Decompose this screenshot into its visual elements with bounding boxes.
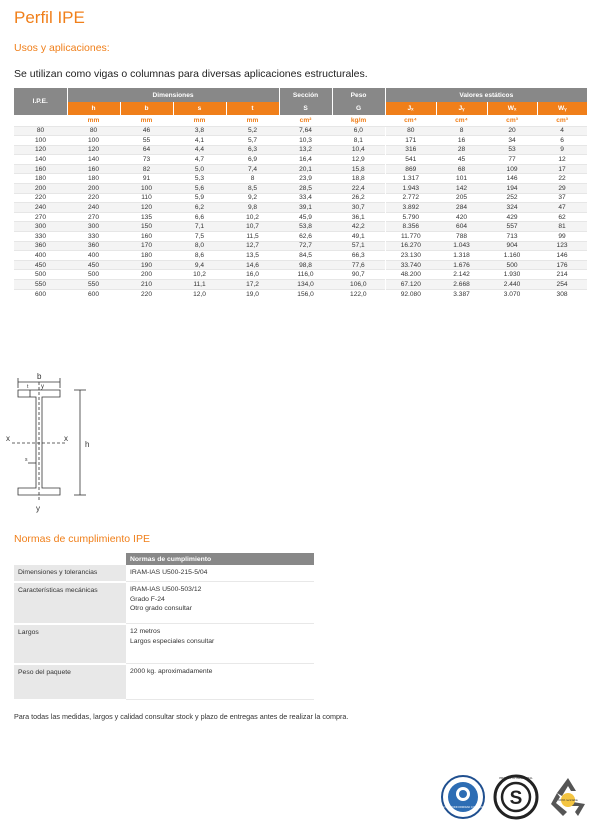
norms-row	[14, 664, 314, 700]
unit-jy: cm⁴	[436, 115, 487, 126]
ipe-size-cell: 220	[14, 193, 67, 203]
norms-line: Largos especiales consultar	[130, 637, 215, 645]
seal2-letter: S	[509, 788, 523, 809]
table-cell: 23,9	[279, 174, 332, 184]
ipe-profile-diagram	[6, 368, 116, 518]
table-cell: 80	[385, 126, 436, 136]
label-t: t	[27, 384, 29, 390]
table-row	[14, 145, 587, 155]
ipe-size-cell: 450	[14, 260, 67, 270]
col-group-valores: Valores estáticos	[385, 88, 587, 102]
table-header-units	[14, 115, 587, 126]
table-cell: 4,4	[173, 145, 226, 155]
table-cell: 33.740	[385, 260, 436, 270]
norms-title: Normas de cumplimiento IPE	[14, 533, 150, 545]
norms-label: Peso del paquete	[14, 664, 126, 700]
table-cell: 34	[487, 136, 537, 146]
table-cell: 18,8	[332, 174, 385, 184]
ipe-size-cell: 240	[14, 203, 67, 213]
table-cell: 20	[487, 126, 537, 136]
table-cell: 26,2	[332, 193, 385, 203]
col-jy-header: Jᵧ	[436, 102, 487, 115]
table-cell: 142	[436, 184, 487, 194]
unit-h: mm	[67, 115, 120, 126]
table-cell: 190	[120, 260, 173, 270]
table-cell: 49,1	[332, 232, 385, 242]
table-cell: 6,2	[173, 203, 226, 213]
table-cell: 8,0	[173, 241, 226, 251]
table-cell: 270	[67, 212, 120, 222]
table-row	[14, 126, 587, 136]
unit-peso: kg/m	[332, 115, 385, 126]
table-cell: 541	[385, 155, 436, 165]
table-cell: 2.772	[385, 193, 436, 203]
table-cell: 6,0	[332, 126, 385, 136]
table-cell: 92.080	[385, 289, 436, 299]
table-cell: 8,1	[332, 136, 385, 146]
table-cell: 156,0	[279, 289, 332, 299]
table-cell: 604	[436, 222, 487, 232]
ipe-size-cell: 200	[14, 184, 67, 194]
table-row	[14, 136, 587, 146]
table-cell: 13,5	[226, 251, 279, 261]
table-cell: 330	[67, 232, 120, 242]
table-cell: 80	[67, 126, 120, 136]
table-cell: 316	[385, 145, 436, 155]
table-cell: 16	[436, 136, 487, 146]
table-cell: 16,4	[279, 155, 332, 165]
table-cell: 4	[537, 126, 587, 136]
table-cell: 254	[537, 280, 587, 290]
table-cell: 10,7	[226, 222, 279, 232]
unit-wy: cm³	[537, 115, 587, 126]
table-cell: 106,0	[332, 280, 385, 290]
label-h: h	[85, 440, 90, 449]
col-s-header: s	[173, 102, 226, 115]
table-cell: 68	[436, 164, 487, 174]
norms-row	[14, 624, 314, 664]
col-jx-header: Jₓ	[385, 102, 436, 115]
table-cell: 28,5	[279, 184, 332, 194]
unit-wx: cm³	[487, 115, 537, 126]
table-cell: 109	[487, 164, 537, 174]
table-row	[14, 203, 587, 213]
norms-value	[126, 565, 314, 582]
table-cell: 1.160	[487, 251, 537, 261]
table-cell: 308	[537, 289, 587, 299]
table-cell: 3.892	[385, 203, 436, 213]
norms-line: Grado F-24	[130, 595, 165, 603]
table-cell: 55	[120, 136, 173, 146]
ipe-size-cell: 500	[14, 270, 67, 280]
table-cell: 110	[120, 193, 173, 203]
table-cell: 240	[67, 203, 120, 213]
uses-subtitle: Usos y aplicaciones:	[14, 42, 110, 54]
col-group-dimensiones: Dimensiones	[67, 88, 279, 102]
table-cell: 16,0	[226, 270, 279, 280]
industrial-product-seal-logo	[493, 774, 539, 820]
norms-label: Características mecánicas	[14, 582, 126, 624]
table-cell: 53,8	[279, 222, 332, 232]
seal1-text: SELLO DE CONFORMIDAD CON NORMAS	[437, 806, 489, 809]
col-group-peso: Peso	[332, 88, 385, 102]
norms-value	[126, 664, 314, 700]
table-cell: 200	[67, 184, 120, 194]
norms-line: IRAM-IAS U500-215-5/04	[130, 569, 208, 576]
table-cell: 2.668	[436, 280, 487, 290]
table-cell: 100	[120, 184, 173, 194]
table-row	[14, 260, 587, 270]
ipe-size-cell: 300	[14, 222, 67, 232]
table-cell: 300	[67, 222, 120, 232]
table-cell: 3,8	[173, 126, 226, 136]
ipe-size-cell: 100	[14, 136, 67, 146]
table-row	[14, 270, 587, 280]
table-cell: 5,2	[226, 126, 279, 136]
table-cell: 62,6	[279, 232, 332, 242]
table-cell: 98,8	[279, 260, 332, 270]
col-wx-header: Wₓ	[487, 102, 537, 115]
table-cell: 19,0	[226, 289, 279, 299]
table-cell: 3.387	[436, 289, 487, 299]
table-cell: 67.120	[385, 280, 436, 290]
table-cell: 45	[436, 155, 487, 165]
table-cell: 13,2	[279, 145, 332, 155]
table-row	[14, 155, 587, 165]
table-cell: 99	[537, 232, 587, 242]
table-cell: 6	[537, 136, 587, 146]
ipe-size-cell: 360	[14, 241, 67, 251]
table-cell: 429	[487, 212, 537, 222]
ipe-size-cell: 160	[14, 164, 67, 174]
table-cell: 180	[67, 174, 120, 184]
table-cell: 12,0	[173, 289, 226, 299]
label-y-top: y	[41, 384, 44, 390]
ipe-spec-table	[14, 88, 587, 299]
table-cell: 7,64	[279, 126, 332, 136]
table-cell: 400	[67, 251, 120, 261]
table-cell: 6,6	[173, 212, 226, 222]
table-cell: 140	[67, 155, 120, 165]
norms-value	[126, 582, 314, 624]
table-row	[14, 222, 587, 232]
table-cell: 45,9	[279, 212, 332, 222]
table-cell: 420	[436, 212, 487, 222]
table-cell: 220	[120, 289, 173, 299]
col-t-header: t	[226, 102, 279, 115]
table-cell: 8,6	[173, 251, 226, 261]
ipe-size-cell: 80	[14, 126, 67, 136]
table-cell: 5,6	[173, 184, 226, 194]
table-cell: 30,7	[332, 203, 385, 213]
table-cell: 11,5	[226, 232, 279, 242]
table-row	[14, 232, 587, 242]
table-cell: 66,3	[332, 251, 385, 261]
table-row	[14, 174, 587, 184]
table-row	[14, 251, 587, 261]
label-b: b	[37, 372, 42, 381]
label-x-right: x	[64, 434, 68, 443]
ipe-size-cell: 270	[14, 212, 67, 222]
col-peso-sub: G	[332, 102, 385, 115]
table-cell: 9,4	[173, 260, 226, 270]
table-cell: 5,7	[226, 136, 279, 146]
unit-jx: cm⁴	[385, 115, 436, 126]
table-cell: 8	[226, 174, 279, 184]
conformity-seal-logo	[437, 774, 489, 820]
unit-seccion: cm²	[279, 115, 332, 126]
ipe-size-cell: 180	[14, 174, 67, 184]
table-cell: 9,8	[226, 203, 279, 213]
table-cell: 36,1	[332, 212, 385, 222]
norms-table	[14, 553, 314, 701]
table-cell: 116,0	[279, 270, 332, 280]
unit-ipe	[14, 115, 67, 126]
norms-line: 2000 kg. aproximadamente	[130, 668, 213, 675]
table-cell: 20,1	[279, 164, 332, 174]
table-cell: 150	[120, 222, 173, 232]
table-cell: 324	[487, 203, 537, 213]
ipe-spec-body	[14, 126, 587, 299]
table-cell: 284	[436, 203, 487, 213]
table-cell: 77	[487, 155, 537, 165]
table-cell: 12,7	[226, 241, 279, 251]
table-cell: 10,2	[173, 270, 226, 280]
table-cell: 220	[67, 193, 120, 203]
table-cell: 210	[120, 280, 173, 290]
table-cell: 9,2	[226, 193, 279, 203]
table-cell: 2.440	[487, 280, 537, 290]
table-cell: 17	[537, 164, 587, 174]
table-cell: 1.930	[487, 270, 537, 280]
table-cell: 200	[120, 270, 173, 280]
ipe-size-cell: 600	[14, 289, 67, 299]
table-row	[14, 289, 587, 299]
col-group-seccion: Sección	[279, 88, 332, 102]
table-cell: 23.130	[385, 251, 436, 261]
table-header-subcols	[14, 102, 587, 115]
ipe-size-cell: 550	[14, 280, 67, 290]
table-cell: 73	[120, 155, 173, 165]
col-ipe-header: I.P.E.	[14, 88, 67, 115]
table-cell: 1.318	[436, 251, 487, 261]
table-cell: 4,7	[173, 155, 226, 165]
table-cell: 72,7	[279, 241, 332, 251]
table-cell: 205	[436, 193, 487, 203]
table-cell: 8,5	[226, 184, 279, 194]
table-cell: 146	[487, 174, 537, 184]
table-cell: 8	[436, 126, 487, 136]
norms-row	[14, 582, 314, 624]
table-cell: 29	[537, 184, 587, 194]
table-cell: 360	[67, 241, 120, 251]
table-cell: 84,5	[279, 251, 332, 261]
ipe-size-cell: 140	[14, 155, 67, 165]
table-cell: 600	[67, 289, 120, 299]
table-cell: 10,2	[226, 212, 279, 222]
table-cell: 146	[537, 251, 587, 261]
table-cell: 100	[67, 136, 120, 146]
unit-t: mm	[226, 115, 279, 126]
table-cell: 15,8	[332, 164, 385, 174]
table-cell: 252	[487, 193, 537, 203]
table-cell: 214	[537, 270, 587, 280]
table-cell: 788	[436, 232, 487, 242]
table-cell: 7,5	[173, 232, 226, 242]
table-cell: 47	[537, 203, 587, 213]
table-cell: 33,4	[279, 193, 332, 203]
col-seccion-sub: S	[279, 102, 332, 115]
col-b-header: b	[120, 102, 173, 115]
table-cell: 22,4	[332, 184, 385, 194]
table-cell: 176	[537, 260, 587, 270]
unit-s: mm	[173, 115, 226, 126]
ipe-size-cell: 120	[14, 145, 67, 155]
table-cell: 5.790	[385, 212, 436, 222]
page-title: Perfil IPE	[14, 8, 85, 27]
col-h-header: h	[67, 102, 120, 115]
table-cell: 450	[67, 260, 120, 270]
norms-row	[14, 565, 314, 582]
table-cell: 12	[537, 155, 587, 165]
table-cell: 7,1	[173, 222, 226, 232]
table-cell: 1.317	[385, 174, 436, 184]
table-row	[14, 164, 587, 174]
table-cell: 1.043	[436, 241, 487, 251]
table-cell: 90,7	[332, 270, 385, 280]
table-cell: 6,9	[226, 155, 279, 165]
norms-line: IRAM-IAS U500-503/12	[130, 586, 202, 593]
label-x-left: x	[6, 434, 10, 443]
table-row	[14, 241, 587, 251]
table-cell: 557	[487, 222, 537, 232]
table-cell: 82	[120, 164, 173, 174]
table-cell: 6,3	[226, 145, 279, 155]
table-cell: 160	[67, 164, 120, 174]
table-cell: 869	[385, 164, 436, 174]
table-cell: 11,1	[173, 280, 226, 290]
table-row	[14, 212, 587, 222]
table-cell: 10,3	[279, 136, 332, 146]
table-cell: 500	[487, 260, 537, 270]
table-cell: 500	[67, 270, 120, 280]
table-cell: 62	[537, 212, 587, 222]
table-cell: 57,1	[332, 241, 385, 251]
table-header-groups	[14, 88, 587, 102]
table-cell: 2.142	[436, 270, 487, 280]
table-cell: 28	[436, 145, 487, 155]
table-cell: 11.770	[385, 232, 436, 242]
table-cell: 180	[120, 251, 173, 261]
recycle-text: 100% reciclable	[558, 798, 578, 802]
table-cell: 550	[67, 280, 120, 290]
table-cell: 160	[120, 232, 173, 242]
table-cell: 37	[537, 193, 587, 203]
table-cell: 12,9	[332, 155, 385, 165]
intro-text: Se utilizan como vigas o columnas para diversas aplicaciones estructurales.	[14, 68, 368, 80]
table-cell: 904	[487, 241, 537, 251]
table-row	[14, 193, 587, 203]
table-cell: 14,6	[226, 260, 279, 270]
table-cell: 5,3	[173, 174, 226, 184]
table-cell: 48.200	[385, 270, 436, 280]
table-cell: 122,0	[332, 289, 385, 299]
table-cell: 16.270	[385, 241, 436, 251]
table-cell: 46	[120, 126, 173, 136]
table-cell: 4,1	[173, 136, 226, 146]
unit-b: mm	[120, 115, 173, 126]
col-wy-header: Wᵧ	[537, 102, 587, 115]
table-cell: 171	[385, 136, 436, 146]
table-cell: 22	[537, 174, 587, 184]
table-cell: 120	[120, 203, 173, 213]
ipe-size-cell: 330	[14, 232, 67, 242]
footnote: Para todas las medidas, largos y calidad consultar stock y plazo de entregas antes de realizar la compra.	[14, 712, 349, 721]
table-cell: 39,1	[279, 203, 332, 213]
table-cell: 123	[537, 241, 587, 251]
table-cell: 5,0	[173, 164, 226, 174]
table-cell: 194	[487, 184, 537, 194]
table-cell: 42,2	[332, 222, 385, 232]
table-cell: 170	[120, 241, 173, 251]
table-cell: 91	[120, 174, 173, 184]
norms-header-blank	[14, 553, 126, 565]
table-cell: 120	[67, 145, 120, 155]
label-y-bottom: y	[36, 504, 40, 513]
norms-label: Largos	[14, 624, 126, 664]
table-cell: 9	[537, 145, 587, 155]
norms-label: Dimensiones y tolerancias	[14, 565, 126, 582]
ipe-size-cell: 400	[14, 251, 67, 261]
table-cell: 3.070	[487, 289, 537, 299]
table-cell: 1.676	[436, 260, 487, 270]
table-cell: 1.943	[385, 184, 436, 194]
norms-line: Otro grado consultar	[130, 605, 192, 612]
table-cell: 77,6	[332, 260, 385, 270]
table-cell: 7,4	[226, 164, 279, 174]
table-cell: 17,2	[226, 280, 279, 290]
table-cell: 8.356	[385, 222, 436, 232]
table-row	[14, 280, 587, 290]
norms-header: Normas de cumplimiento	[126, 553, 314, 565]
label-s: s	[25, 457, 28, 463]
recycle-logo	[545, 774, 591, 820]
table-cell: 10,4	[332, 145, 385, 155]
table-cell: 713	[487, 232, 537, 242]
table-row	[14, 184, 587, 194]
table-cell: 135	[120, 212, 173, 222]
table-cell: 5,9	[173, 193, 226, 203]
table-cell: 64	[120, 145, 173, 155]
table-cell: 81	[537, 222, 587, 232]
table-cell: 134,0	[279, 280, 332, 290]
seal2-ring-text: PRODUCTO INDUSTRIAL	[499, 776, 533, 780]
norms-line: 12 metros	[130, 628, 161, 635]
norms-value	[126, 624, 314, 664]
table-cell: 101	[436, 174, 487, 184]
table-cell: 53	[487, 145, 537, 155]
